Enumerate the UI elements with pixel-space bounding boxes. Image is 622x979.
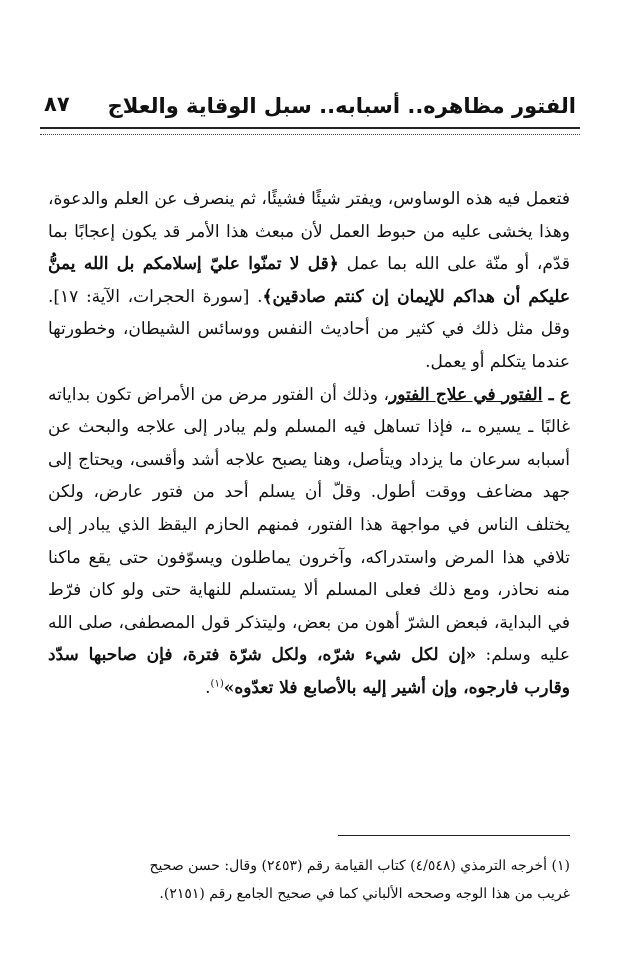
footnote-reference[interactable]: (١) [210,678,224,690]
header-rule [40,127,580,135]
paragraph-text: . [سورة الحجرات، الآية: ١٧]. وقل مثل ذلك في كثير من أحاديث النفس ووسائس الشيطان، وخطورتها عندما يتكلم أو يعمل. [48,286,570,372]
footnote-separator [338,835,570,836]
hadith-quote: «إن لكل شيء شرّه، ولكل شرّة فترة، فإن صاحبها سدّد وقارب فارجوه، وإن أشير إليه بالأصابع فلا تعدّوه» [48,645,570,698]
footnote-line: (١) أخرجه الترمذي (٤/٥٤٨) كتاب القيامة رقم (٢٤٥٣) وقال: حسن صحيح [149,858,570,874]
page-number: ٨٧ [44,92,70,116]
section-marker: ع ـ [542,384,571,405]
paragraph [48,379,570,705]
paragraph-text: ، وذلك أن الفتور مرض من الأمراض تكون بداياته غالبًا ـ يسيره ـ، فإذا تساهل فيه المسلم ولم يبادر إلى علاجه والبحث عن أسبابه سرعان ما يزداد ويتأصل، وهنا يصبح علاجه أشد وأقسى، ويحتاج إلى جهد مضاعف ووقت أطول. وقلّ أن يسلم أحد من فتور عارض، ولكن يختلف الناس في مواجهة هذا الفتور، فمنهم الحازم اليقظ الذي يبادر إلى تلافي هذا المرض واستدراكه، وآخرون يماطلون ويسوّفون حتى يقع ماكنا منه نحاذر، ومع ذلك فعلى المسلم ألا يستسلم للنهاية حتى ولو كان فرّط في البداية، فبعض الشرّ أهون من بعض، وليتذكر قول المصطفى، صلى الله عليه وسلم: [48,384,570,666]
running-title: الفتور مظاهره.. أسبابه.. سبل الوقاية والعلاج [107,94,576,118]
body-text [48,183,570,705]
section-title: الفتور في علاج الفتور [389,384,543,405]
paragraph-text: . [205,677,211,698]
page-header [40,92,582,128]
footnote-line: غريب من هذا الوجه وصححه الألباني كما في صحيح الجامع رقم (٢١٥١). [159,886,570,902]
footnotes [48,852,570,908]
paragraph [48,183,570,379]
quran-verse: ﴿قل لا تمنّوا عليّ إسلامكم بل الله يمنُّ عليكم أن هداكم للإيمان إن كنتم صادقين﴾ [48,254,570,307]
paragraph-text: فتعمل فيه هذه الوساوس، ويفتر شيئًا فشيئًا، ثم ينصرف عن العلم والدعوة، وهذا يخشى عليه من حبوط العمل لأن مبعث هذا الأمر قد يكون إعجابًا بما قدّم، أو منّة على الله بما عمل [48,189,570,275]
